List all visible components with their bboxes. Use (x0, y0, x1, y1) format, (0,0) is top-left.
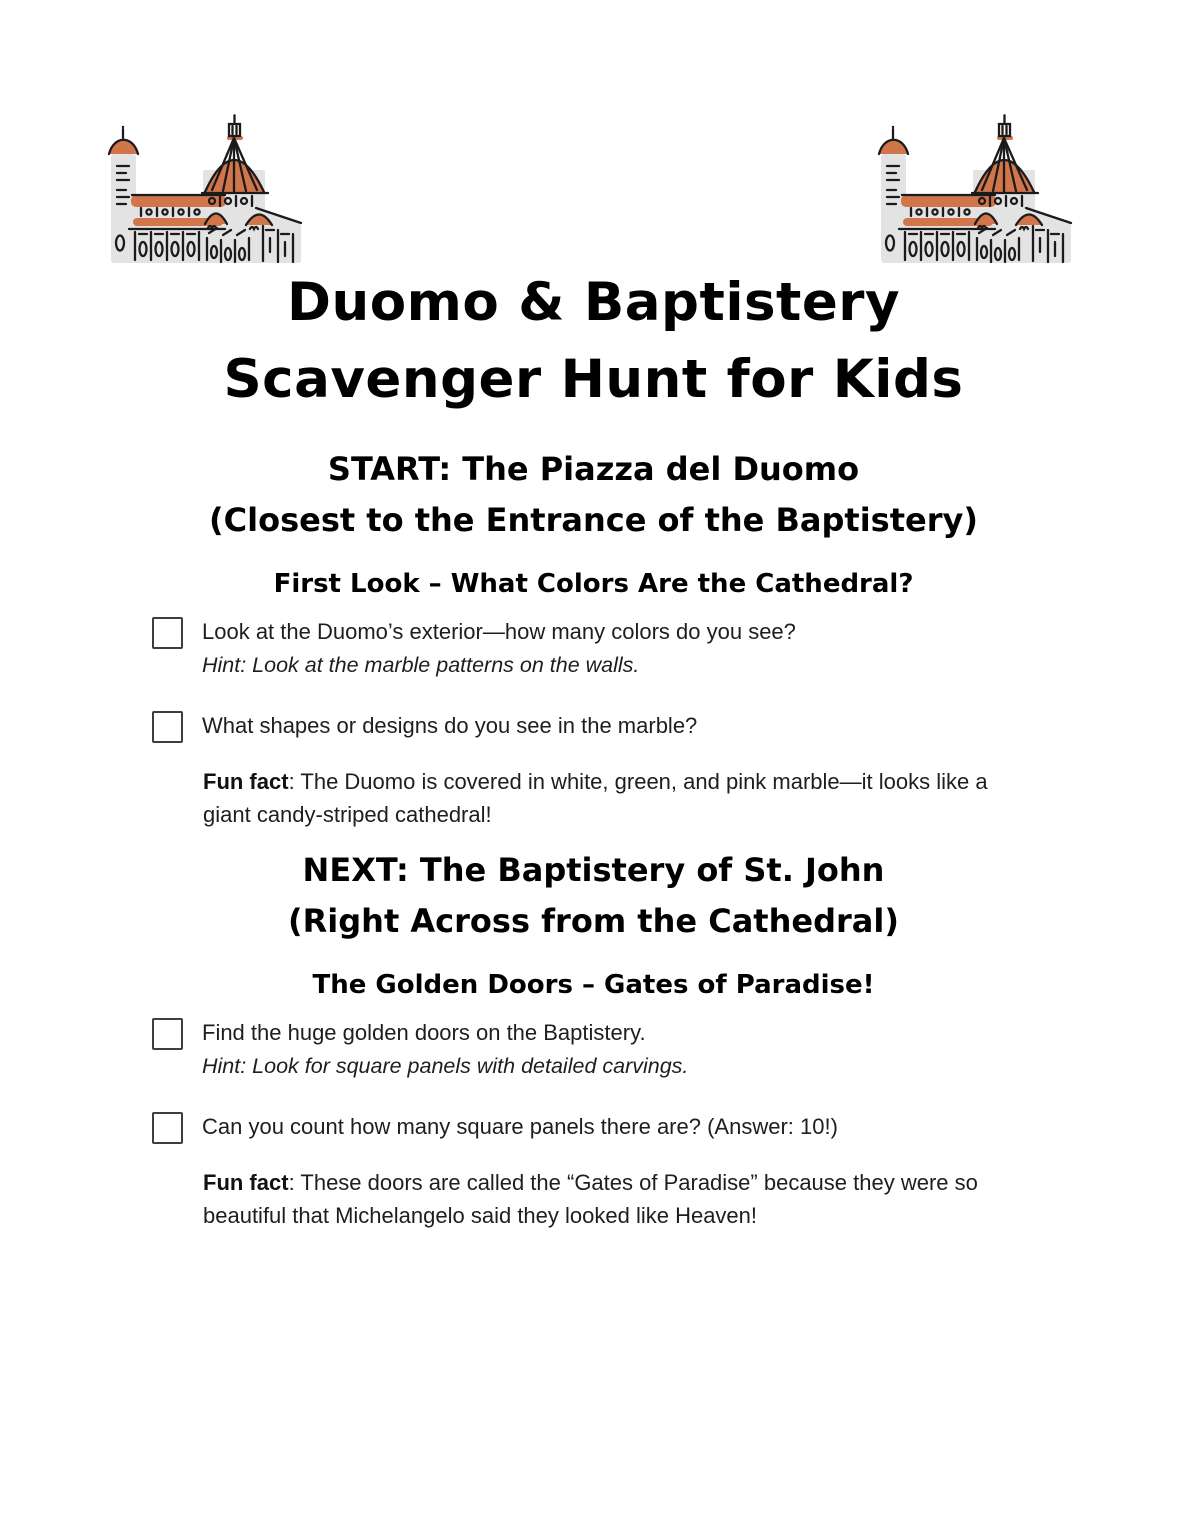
duomo-illustration-right (876, 112, 1076, 270)
checklist-item-text: Can you count how many square panels there are? (Answer: 10!) (202, 1114, 838, 1139)
checklist-first-look (152, 616, 1072, 743)
fun-fact-label: Fun fact (203, 1170, 289, 1195)
checklist-item-hint: Hint: Look for square panels with detailed carvings. (202, 1054, 689, 1078)
checklist-item-text-block (202, 710, 697, 741)
checklist-item-text-block (202, 1017, 688, 1081)
subheading-golden-doors: The Golden Doors – Gates of Paradise! (312, 970, 875, 1000)
section-heading-line2: (Right Across from the Cathedral) (288, 902, 899, 940)
checkbox[interactable] (152, 1018, 183, 1050)
fun-fact-label: Fun fact (203, 769, 289, 794)
checklist-item (152, 1111, 1072, 1144)
page-title-line2: Scavenger Hunt for Kids (223, 349, 964, 410)
subheading-first-look: First Look – What Colors Are the Cathedral? (273, 569, 914, 599)
fun-fact-duomo-marble (203, 765, 1039, 831)
checklist-item (152, 710, 1072, 743)
section-heading-line1: NEXT: The Baptistery of St. John (302, 851, 885, 889)
page-title-line1: Duomo & Baptistery (286, 272, 900, 333)
checklist-item-text: Look at the Duomo’s exterior—how many colors do you see? (202, 619, 796, 644)
checkbox[interactable] (152, 711, 183, 743)
section-heading-line1: START: The Piazza del Duomo (327, 450, 860, 488)
checklist-item-text-block (202, 1111, 838, 1142)
checklist-item-text: What shapes or designs do you see in the marble? (202, 713, 698, 738)
section-next-baptistery (0, 845, 1187, 1232)
fun-fact-gates-of-paradise (203, 1166, 1039, 1232)
checkbox[interactable] (152, 1112, 183, 1144)
duomo-illustration-left (106, 112, 306, 270)
section-start-piazza (0, 444, 1187, 831)
checkbox[interactable] (152, 617, 183, 649)
section-heading-line2: (Closest to the Entrance of the Baptistery) (209, 501, 978, 539)
section-heading-start (0, 444, 1187, 546)
fun-fact-text: : These doors are called the “Gates of Paradise” because they were so beautiful that Michelangelo said they looked like Heaven! (203, 1170, 978, 1228)
checklist-golden-doors (152, 1017, 1072, 1144)
checklist-item (152, 1017, 1072, 1081)
fun-fact-text: : The Duomo is covered in white, green, and pink marble—it looks like a giant candy-striped cathedral! (203, 769, 988, 827)
checklist-item-text: Find the huge golden doors on the Baptistery. (202, 1020, 646, 1045)
checklist-item-text-block (202, 616, 796, 680)
section-heading-next (0, 845, 1187, 947)
checklist-item-hint: Hint: Look at the marble patterns on the walls. (202, 653, 640, 677)
checklist-item (152, 616, 1072, 680)
